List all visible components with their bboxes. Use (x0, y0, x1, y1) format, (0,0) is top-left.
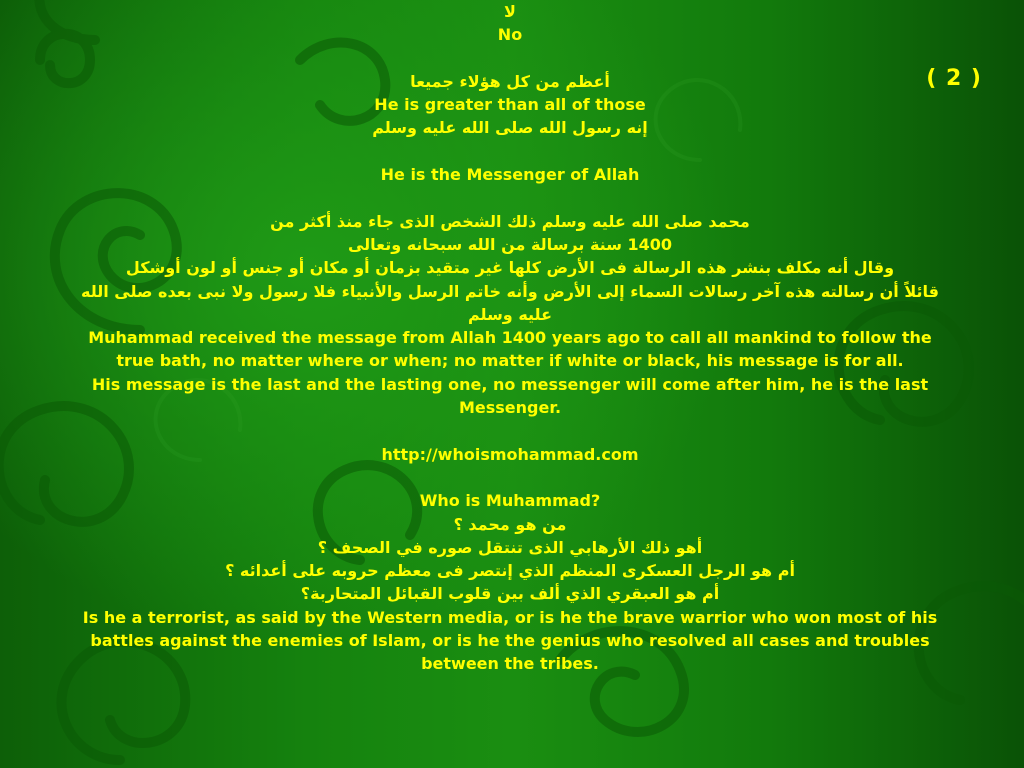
who-arabic: من هو محمد ؟ (453, 514, 567, 534)
spacer (80, 140, 940, 163)
paragraph-2-english: His message is the last and the lasting one, no messenger will come after him, he is the last Messenger. (91, 374, 929, 418)
spacer (80, 186, 940, 209)
paragraph-4-arabic: قائلاً أن رسالته هذه آخر رسالات السماء إلى الأرض وأنه خاتم الرسل والأنبياء فلا رسول ولا نبى بعده صلى الله عليه وسلم (80, 281, 939, 324)
greater-arabic: أعظم من كل هؤلاء جميعا (410, 71, 610, 91)
paragraph-1-english: Muhammad received the message from Allah 1400 years ago to call all mankind to follow the true bath, no matter where or when; no matter if white or black, his message is for all. (88, 328, 932, 371)
question-2-arabic: أم هو الرجل العسكرى المنظم الذي إنتصر فى معظم حروبه على أعدائه ؟ (225, 561, 795, 581)
no-arabic: لا (504, 2, 516, 21)
no-english: No (497, 25, 523, 45)
slide-content (80, 0, 940, 676)
who-english: Who is Muhammad? (419, 491, 601, 511)
paragraph-1-arabic: محمد صلى الله عليه وسلم ذلك الشخص الذى جاء منذ أكثر من (270, 211, 750, 231)
paragraph-3-arabic: وقال أنه مكلف بنشر هذه الرسالة فى الأرض كلها غير متقيد بزمان أو مكان أو جنس أو لون أوشكل (125, 258, 895, 278)
slide-number: ( 2 ) (926, 66, 982, 91)
messenger-arabic: إنه رسول الله صلى الله عليه وسلم (372, 118, 648, 138)
question-3-arabic: أم هو العبقري الذي ألف بين قلوب القبائل المتحاربة؟ (300, 584, 720, 604)
question-1-arabic: أهو ذلك الأرهابي الذى تنتقل صوره في الصحف ؟ (317, 537, 703, 557)
messenger-english: He is the Messenger of Allah (380, 165, 640, 185)
spacer (80, 47, 940, 70)
spacer (80, 419, 940, 442)
website-url: http://whoismohammad.com (381, 444, 639, 464)
greater-english: He is greater than all of those (374, 95, 646, 115)
spacer (80, 466, 940, 489)
paragraph-2-arabic: 1400 سنة برسالة من الله سبحانه وتعالى (347, 234, 673, 254)
question-english: Is he a terrorist, as said by the Western media, or is he the brave warrior who won most of his battles against the enemies of Islam, or is he the genius who resolved all cases and troubles between the tribes. (82, 607, 938, 674)
